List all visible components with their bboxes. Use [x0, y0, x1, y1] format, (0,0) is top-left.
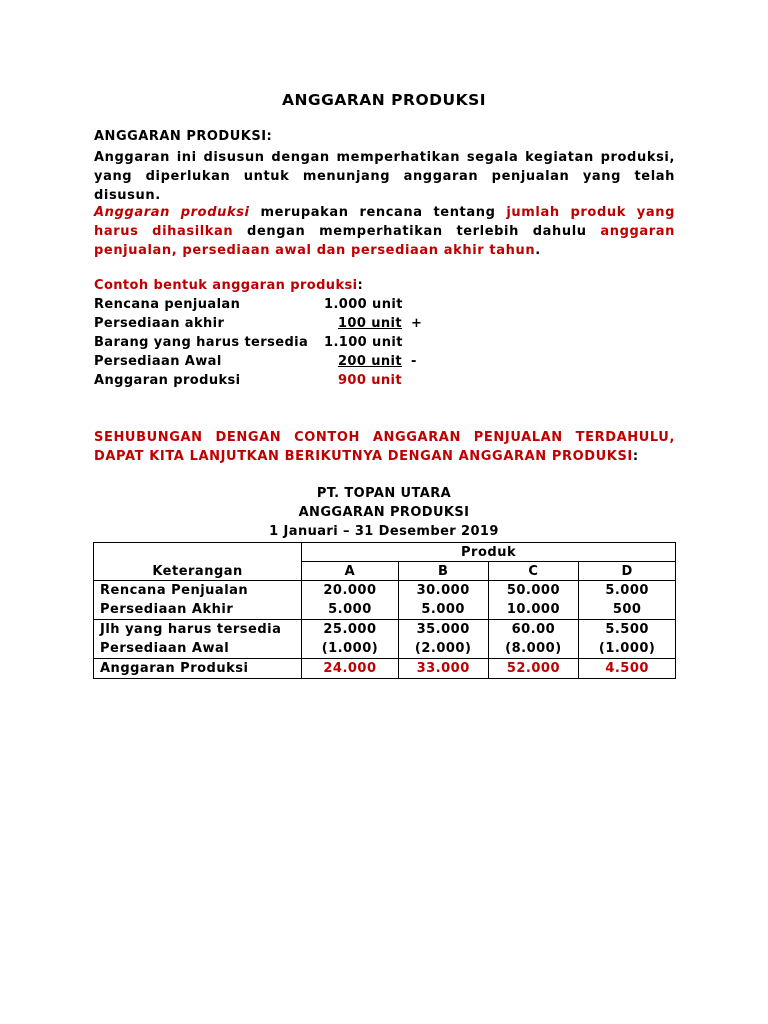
cell-product-b	[398, 581, 488, 620]
example-value-4-text: 200 unit	[337, 354, 402, 369]
minus-operator: -	[411, 354, 417, 369]
table-row	[94, 620, 676, 659]
header-produk: Produk	[302, 543, 676, 562]
cell-value: 35.000	[416, 622, 470, 637]
company-name: PT. TOPAN UTARA	[316, 486, 452, 501]
cell-value: 25.000	[323, 622, 377, 637]
table-period: 1 Januari – 31 Desember 2019	[269, 524, 499, 539]
definition-end: .	[535, 243, 541, 258]
cell-value: 5.000	[605, 583, 649, 598]
header-product-c: C	[488, 562, 579, 581]
cell-value: 5.000	[328, 602, 372, 617]
definition-highlight2: anggaran penjualan, persediaan awal dan persediaan akhir tahun	[94, 224, 676, 258]
cell-value: 500	[612, 602, 642, 617]
cell-product-c	[488, 581, 579, 620]
cell-product-a	[302, 581, 399, 620]
cell-product-d	[579, 620, 676, 659]
cell-value: 4.500	[605, 661, 649, 676]
table-row	[94, 581, 676, 620]
example-label-3: Barang yang harus tersedia	[94, 335, 309, 350]
row-label: Rencana Penjualan	[100, 583, 249, 598]
header-product-d: D	[579, 562, 676, 581]
example-heading-text: Contoh bentuk anggaran produksi	[94, 278, 358, 293]
definition-term: Anggaran produksi	[94, 205, 250, 220]
example-heading	[94, 278, 363, 293]
total-product-d	[579, 659, 676, 679]
row-label: Persediaan Awal	[100, 641, 230, 656]
definition-highlight1: jumlah produk yang harus dihasilkan	[94, 205, 675, 239]
row-label: Persediaan Akhir	[100, 602, 234, 617]
plus-operator: +	[411, 316, 422, 331]
example-label-1: Rencana penjualan	[94, 297, 241, 312]
cell-value: 5.500	[605, 622, 649, 637]
example-value-2	[324, 316, 402, 331]
cell-value: 10.000	[506, 602, 560, 617]
production-budget-table	[93, 542, 676, 679]
continuation-text: SEHUBUNGAN DENGAN CONTOH ANGGARAN PENJUALAN TERDAHULU, DAPAT KITA LANJUTKAN BERIKUTNYA DENGAN ANGGARAN PRODUKSI	[94, 430, 675, 464]
cell-value: (1.000)	[321, 641, 379, 656]
cell-product-d	[579, 581, 676, 620]
table-title: ANGGARAN PRODUKSI	[298, 505, 470, 520]
section-text: Anggaran ini disusun dengan memperhatikan segala kegiatan produksi, yang diperlukan untuk menunjang anggaran penjualan yang telah disusun.	[94, 150, 675, 203]
cell-value: 33.000	[416, 661, 470, 676]
example-label-4: Persediaan Awal	[94, 354, 222, 369]
header-product-b: B	[398, 562, 488, 581]
header-product-a: A	[302, 562, 399, 581]
total-product-c	[488, 659, 579, 679]
total-product-a	[302, 659, 399, 679]
header-keterangan: Keterangan	[94, 543, 302, 581]
cell-product-b	[398, 620, 488, 659]
example-heading-colon: :	[357, 278, 364, 293]
definition-part1: merupakan rencana tentang	[249, 205, 507, 220]
cell-value: 50.000	[506, 583, 560, 598]
example-label-2: Persediaan akhir	[94, 316, 225, 331]
total-product-b	[398, 659, 488, 679]
table-row-total	[94, 659, 676, 679]
row-labels-bottom	[94, 620, 302, 659]
example-value-1: 1.000 unit	[324, 297, 403, 312]
row-labels-top	[94, 581, 302, 620]
cell-value: (8.000)	[505, 641, 562, 656]
cell-value: (1.000)	[598, 641, 656, 656]
cell-value: 52.000	[506, 661, 560, 676]
cell-value: 24.000	[323, 661, 377, 676]
total-label	[94, 659, 302, 679]
page-title: ANGGARAN PRODUKSI	[281, 91, 487, 109]
row-label: Jlh yang harus tersedia	[100, 622, 282, 637]
cell-product-a	[302, 620, 399, 659]
cell-value: 60.00	[511, 622, 556, 637]
row-label: Anggaran Produksi	[100, 661, 249, 676]
continuation-colon: :	[632, 449, 639, 464]
example-value-4	[324, 354, 402, 369]
section-heading: ANGGARAN PRODUKSI:	[94, 129, 273, 144]
definition-part2: dengan memperhatikan terlebih dahulu	[233, 224, 601, 239]
definition-paragraph	[94, 203, 675, 260]
cell-value: 5.000	[421, 602, 465, 617]
example-value-5: 900 unit	[337, 373, 402, 388]
example-label-5: Anggaran produksi	[94, 373, 241, 388]
cell-value: (2.000)	[414, 641, 472, 656]
example-value-2-text: 100 unit	[337, 316, 402, 331]
cell-value: 20.000	[323, 583, 377, 598]
example-value-3: 1.100 unit	[324, 335, 403, 350]
cell-value: 30.000	[416, 583, 470, 598]
continuation-paragraph	[94, 428, 675, 466]
cell-product-c	[488, 620, 579, 659]
